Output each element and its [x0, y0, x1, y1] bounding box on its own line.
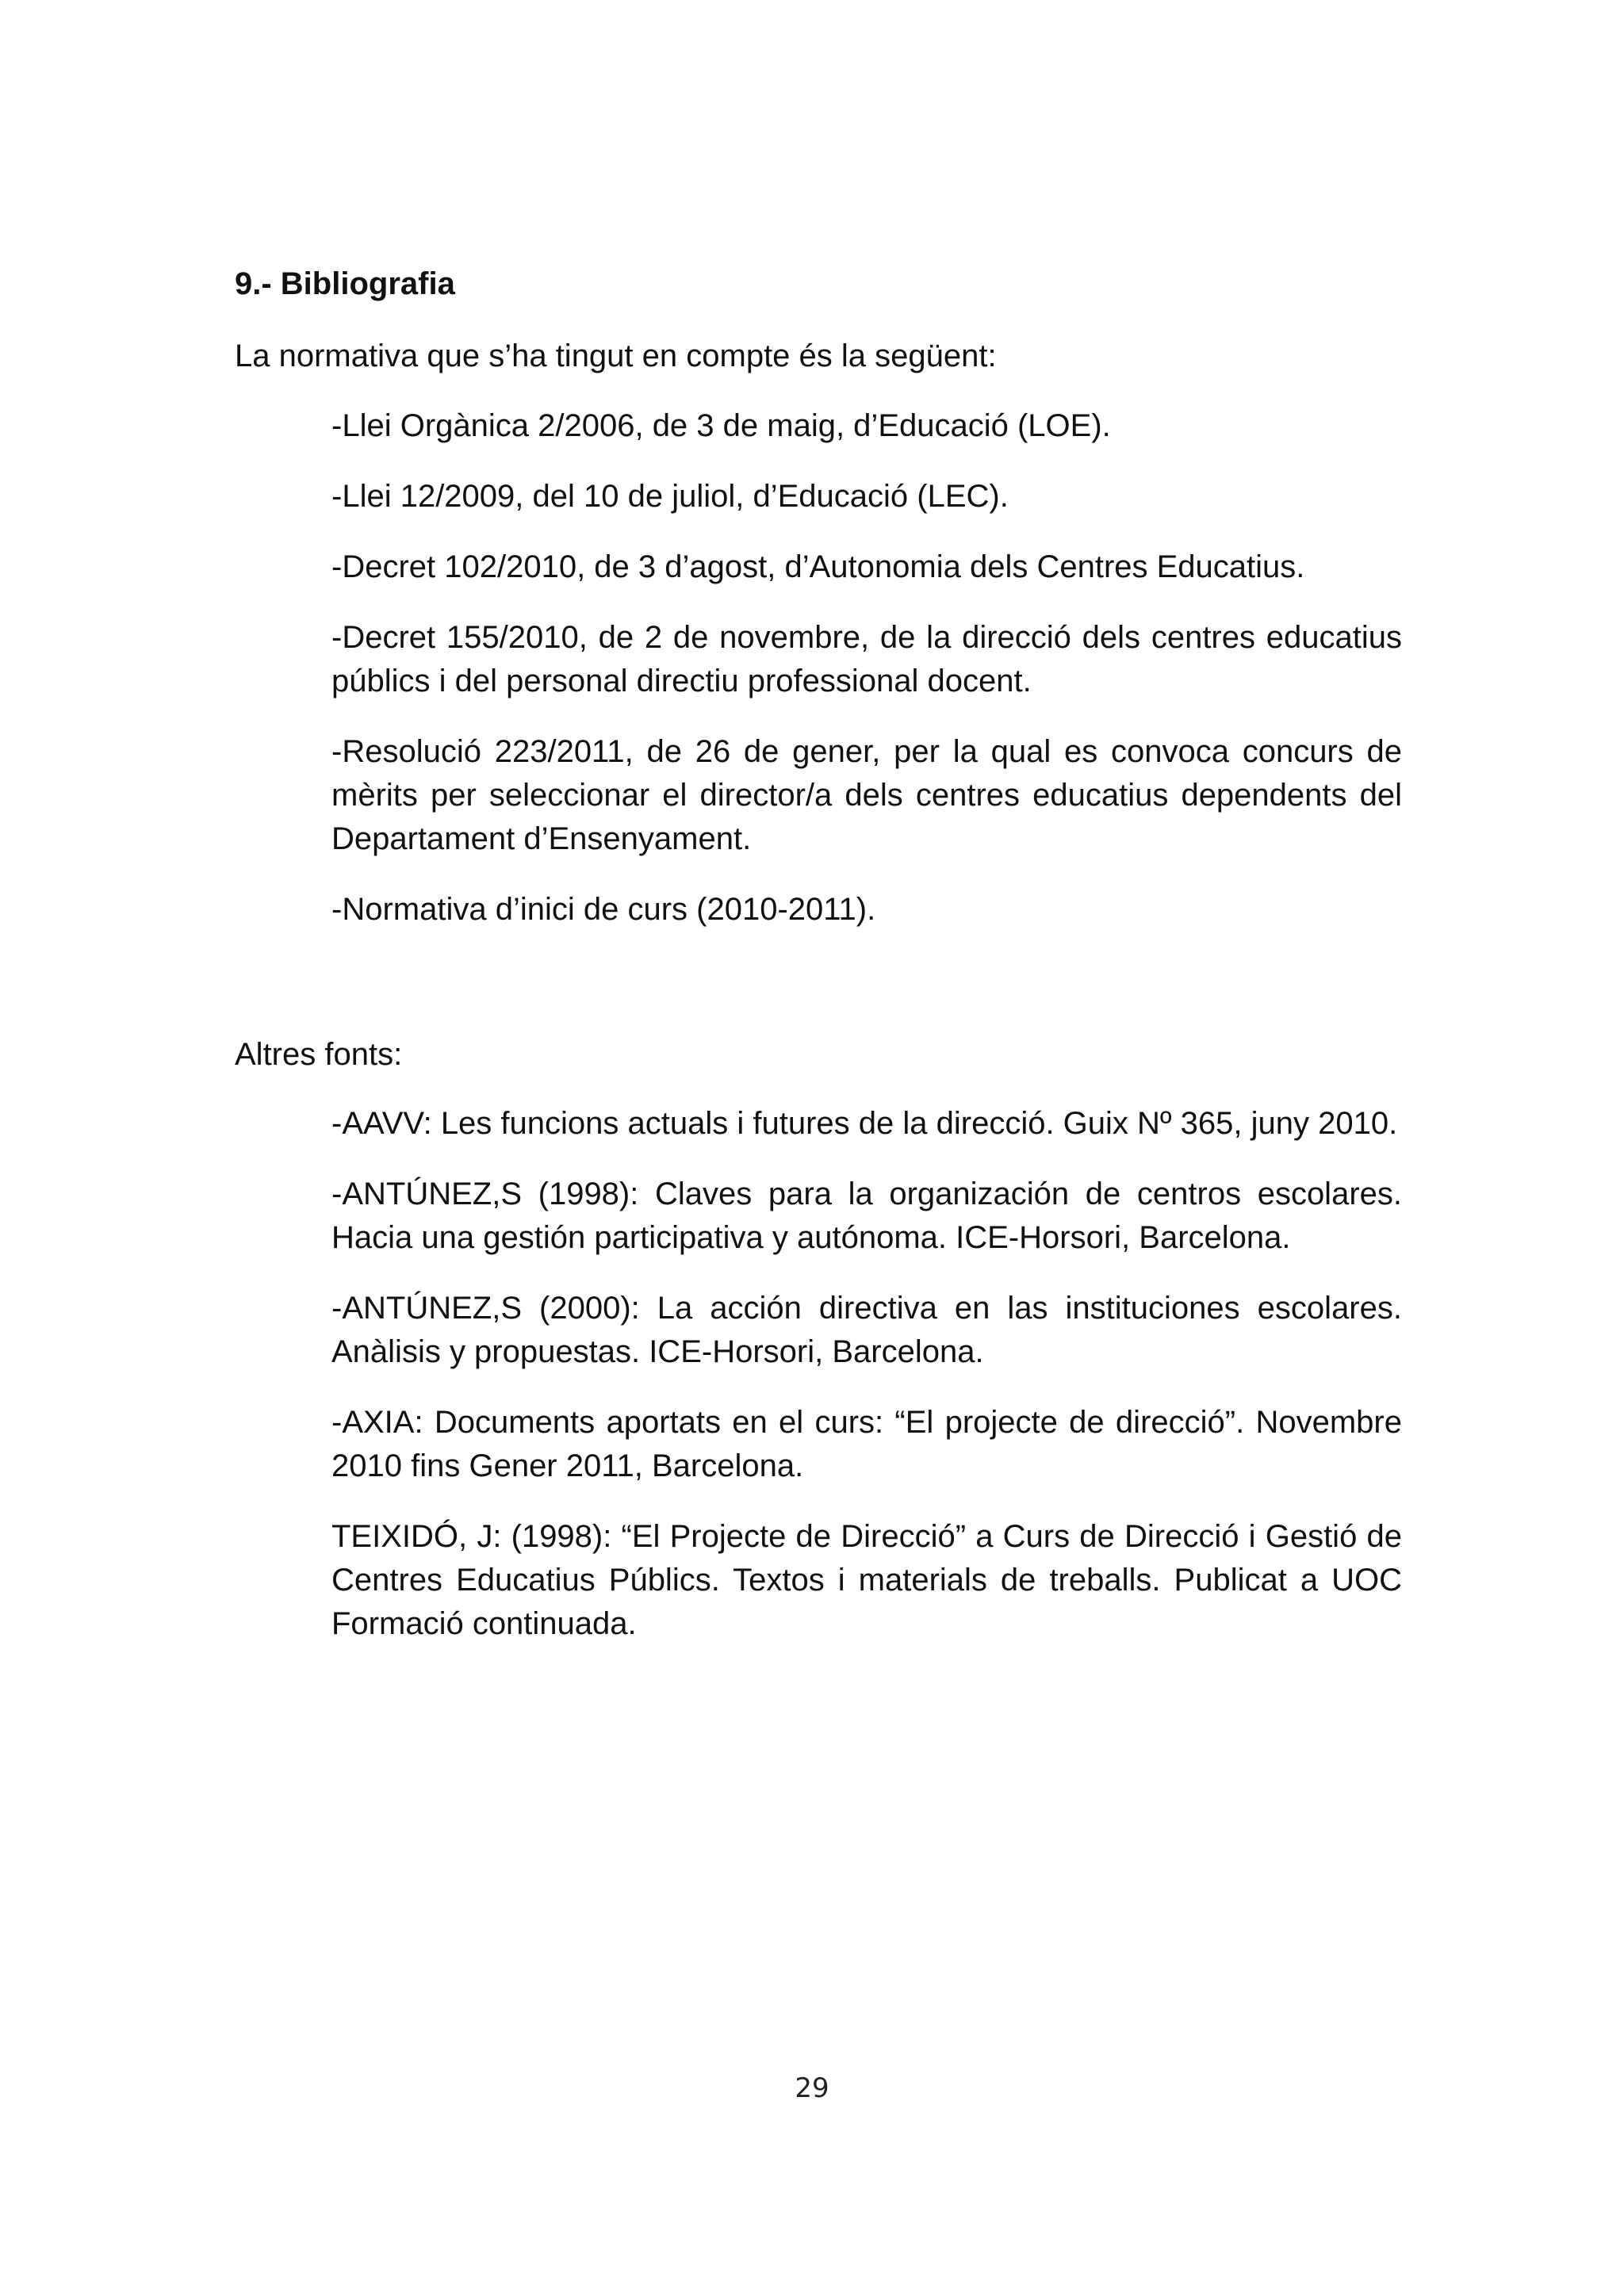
normativa-item: -Llei 12/2009, del 10 de juliol, d’Educació (LEC). [331, 479, 1009, 514]
bibliography-entry: -ANTÚNEZ,S (2000): La acción directiva en las instituciones escolares. Anàlisis y propuestas. ICE-Horsori, Barcelona. [331, 1291, 1402, 1369]
normativa-item: -Resolució 223/2011, de 26 de gener, per la qual es convoca concurs de mèrits per seleccionar el director/a dels centres educatius dependents del Departament d’Ensenyament. [331, 734, 1402, 856]
section-heading: 9.- Bibliografia [235, 266, 455, 301]
normativa-item: -Normativa d’inici de curs (2010-2011). [331, 892, 876, 927]
bibliography-entry: -ANTÚNEZ,S (1998): Claves para la organización de centros escolares. Hacia una gestión participativa y autónoma. ICE-Horsori, Barcelona. [331, 1177, 1402, 1255]
bibliography-entry: -AXIA: Documents aportats en el curs: “El projecte de direcció”. Novembre 2010 fins Gener 2011, Barcelona. [331, 1405, 1402, 1483]
normativa-item: -Llei Orgànica 2/2006, de 3 de maig, d’Educació (LOE). [331, 408, 1111, 443]
bibliography-entry: -AAVV: Les funcions actuals i futures de la direcció. Guix Nº 365, juny 2010. [331, 1106, 1398, 1141]
page-number: 29 [795, 2072, 829, 2104]
normativa-item: -Decret 155/2010, de 2 de novembre, de la direcció dels centres educatius públics i del personal directiu professional docent. [331, 620, 1402, 698]
normativa-list [331, 404, 1402, 959]
altres-fonts-intro: Altres fonts: [235, 1037, 403, 1072]
normativa-intro: La normativa que s’ha tingut en compte és la següent: [235, 339, 997, 373]
altres-fonts-list [331, 1102, 1402, 1673]
normativa-item: -Decret 102/2010, de 3 d’agost, d’Autonomia dels Centres Educatius. [331, 549, 1305, 584]
bibliography-entry: TEIXIDÓ, J: (1998): “El Projecte de Direcció” a Curs de Direcció i Gestió de Centres Educatius Públics. Textos i materials de treballs. Publicat a UOC Formació continuada. [331, 1519, 1402, 1641]
